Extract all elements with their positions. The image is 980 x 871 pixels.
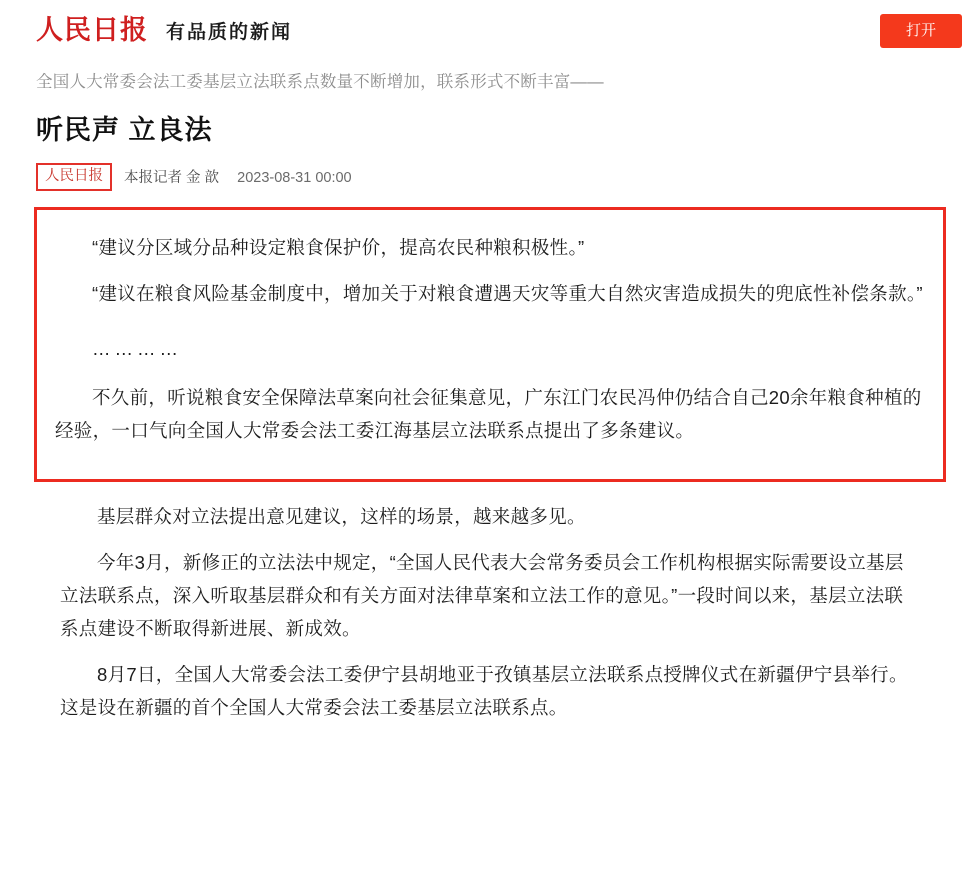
paragraph: “建议在粮食风险基金制度中，增加关于对粮食遭遇天灾等重大自然灾害造成损失的兜底性补偿条款。” bbox=[92, 282, 923, 304]
open-app-button[interactable]: 打开 bbox=[880, 14, 962, 48]
byline-author: 本报记者 金 歆 bbox=[124, 170, 220, 187]
paragraph: “建议分区域分品种设定粮食保护价，提高农民种粮积极性。” bbox=[92, 236, 585, 258]
byline-date: 2023-08-31 00:00 bbox=[237, 170, 352, 187]
article-kicker: 全国人大常委会法工委基层立法联系点数量不断增加，联系形式不断丰富—— bbox=[36, 72, 604, 91]
article-continuation bbox=[26, 482, 954, 725]
paragraph: 8月7日，全国人大常委会法工委伊宁县胡地亚于孜镇基层立法联系点授牌仪式在新疆伊宁县举行。这是设在新疆的首个全国人大常委会法工委基层立法联系点。 bbox=[60, 664, 908, 718]
highlighted-excerpt bbox=[34, 207, 946, 483]
site-header bbox=[0, 0, 980, 60]
ellipsis-paragraph: ………… bbox=[92, 338, 182, 360]
paragraph: 基层群众对立法提出意见建议，这样的场景，越来越多见。 bbox=[97, 506, 586, 528]
status-badge[interactable]: 人民日报 bbox=[36, 163, 112, 190]
site-slogan: 有品质的新闻 bbox=[166, 22, 293, 44]
byline-meta bbox=[124, 166, 352, 187]
paragraph: 不久前，听说粮食安全保障法草案向社会征集意见，广东江门农民冯仲仍结合自己20余年粮食种植的经验，一口气向全国人大常委会法工委江海基层立法联系点提出了多条建议。 bbox=[55, 387, 922, 442]
byline bbox=[0, 147, 980, 190]
paragraph: 今年3月，新修正的立法法中规定，“全国人民代表大会常务委员会工作机构根据实际需要设立基层立法联系点，深入听取基层群众和有关方面对法律草案和立法工作的意见。”一段时间以来，基层立法联系点建设不断取得新进展、新成效。 bbox=[60, 552, 904, 640]
page-title: 听民声 立良法 bbox=[36, 115, 213, 146]
article-body bbox=[0, 207, 980, 725]
title-block bbox=[0, 60, 980, 148]
newspaper-masthead-icon[interactable]: 人民日报 bbox=[36, 15, 148, 46]
